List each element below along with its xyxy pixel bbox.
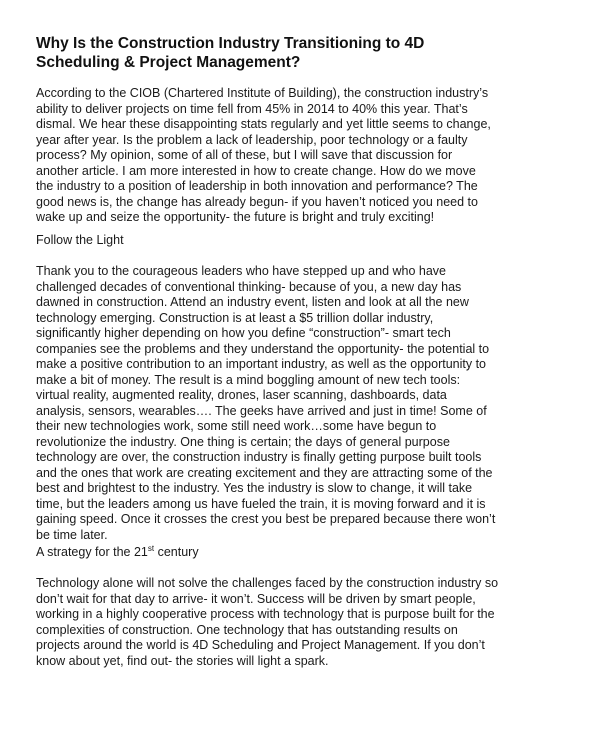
follow-line: their new technologies work, some still need work…some have begun to <box>36 419 437 433</box>
follow-line: analysis, sensors, wearables…. The geeks have arrived and just in time! Some of <box>36 403 487 418</box>
article-title-line-1: Why Is the Construction Industry Transitioning to 4D <box>36 35 425 52</box>
strategy-line: know about yet, find out- the stories will light a spark. <box>36 653 329 668</box>
heading-superscript: st <box>147 544 155 553</box>
intro-line: the industry to a position of leadership in both innovation and performance? The <box>36 179 478 193</box>
follow-line: make a bit of money. The result is a mind boggling amount of new tech tools: <box>36 372 461 387</box>
intro-line: good news is, the change has already begun- if you haven’t noticed you need to <box>36 194 478 209</box>
follow-line: companies see the problems and they understand the opportunity- the potential to <box>36 341 490 356</box>
strategy-line: working in a highly cooperative process with technology that is purpose built for the <box>36 607 495 621</box>
strategy-line: complexities of construction. One technology that has outstanding results on <box>36 622 458 637</box>
follow-line: gaining speed. Once it crosses the crest you best be prepared because there won’t <box>36 512 496 526</box>
follow-line: technology emerging. Construction is at least a $5 trillion dollar industry, <box>36 310 434 325</box>
follow-line: Thank you to the courageous leaders who have stepped up and who have <box>36 264 447 278</box>
heading-text-before: A strategy for the 21 <box>36 545 148 559</box>
article-title-line-2: Scheduling & Project Management? <box>36 54 301 71</box>
follow-line: challenged decades of conventional thinking- because of you, a new day has <box>36 279 462 294</box>
strategy-paragraph <box>36 576 498 669</box>
follow-line: be time later. <box>36 527 108 542</box>
intro-paragraph <box>36 86 491 226</box>
follow-line: dawned in construction. Attend an industry event, listen and look at all the new <box>36 295 469 309</box>
follow-line: virtual reality, augmented reality, drones, laser scanning, dashboards, data <box>36 388 447 402</box>
section-heading-strategy <box>36 545 199 561</box>
follow-line: make a positive contribution to an important industry, as well as the opportunity to <box>36 357 487 371</box>
follow-line: significantly higher depending on how you define “construction”- smart tech <box>36 326 451 340</box>
strategy-line: projects around the world is 4D Scheduling and Project Management. If you don’t <box>36 638 485 652</box>
intro-line: ability to deliver projects on time fell from 45% in 2014 to 40% this year. That’s <box>36 101 468 116</box>
strategy-line: Technology alone will not solve the challenges faced by the construction industry so <box>36 576 499 590</box>
follow-line: revolutionize the industry. One thing is certain; the days of general purpose <box>36 434 450 449</box>
section-heading-text <box>36 545 199 561</box>
follow-line: best and brightest to the industry. Yes the industry is slow to change, it will take <box>36 481 473 495</box>
heading-text-after: century <box>154 545 199 559</box>
follow-line: time, but the leaders among us have fueled the train, it is moving forward and it is <box>36 496 486 511</box>
follow-line: technology are over, the construction industry is finally getting purpose built tools <box>36 450 482 464</box>
follow-paragraph <box>36 264 495 543</box>
intro-line: wake up and seize the opportunity- the future is bright and truly exciting! <box>36 210 435 224</box>
article-title <box>36 34 581 72</box>
intro-line: process? My opinion, some of all of these, but I will save that discussion for <box>36 148 453 162</box>
intro-line: dismal. We hear these disappointing stats regularly and yet little seems to change, <box>36 117 491 131</box>
intro-line: another article. I am more interested in how to create change. How do we move <box>36 163 476 178</box>
section-heading-follow-the-light <box>36 233 124 249</box>
follow-line: and the ones that work are creating excitement and they are attracting some of the <box>36 465 493 480</box>
intro-line: According to the CIOB (Chartered Institute of Building), the construction industry’s <box>36 86 489 100</box>
intro-line: year after year. Is the problem a lack of leadership, poor technology or a faulty <box>36 132 468 147</box>
strategy-line: don’t wait for that day to arrive- it won’t. Success will be driven by smart people, <box>36 591 476 606</box>
section-heading-text: Follow the Light <box>36 233 124 247</box>
